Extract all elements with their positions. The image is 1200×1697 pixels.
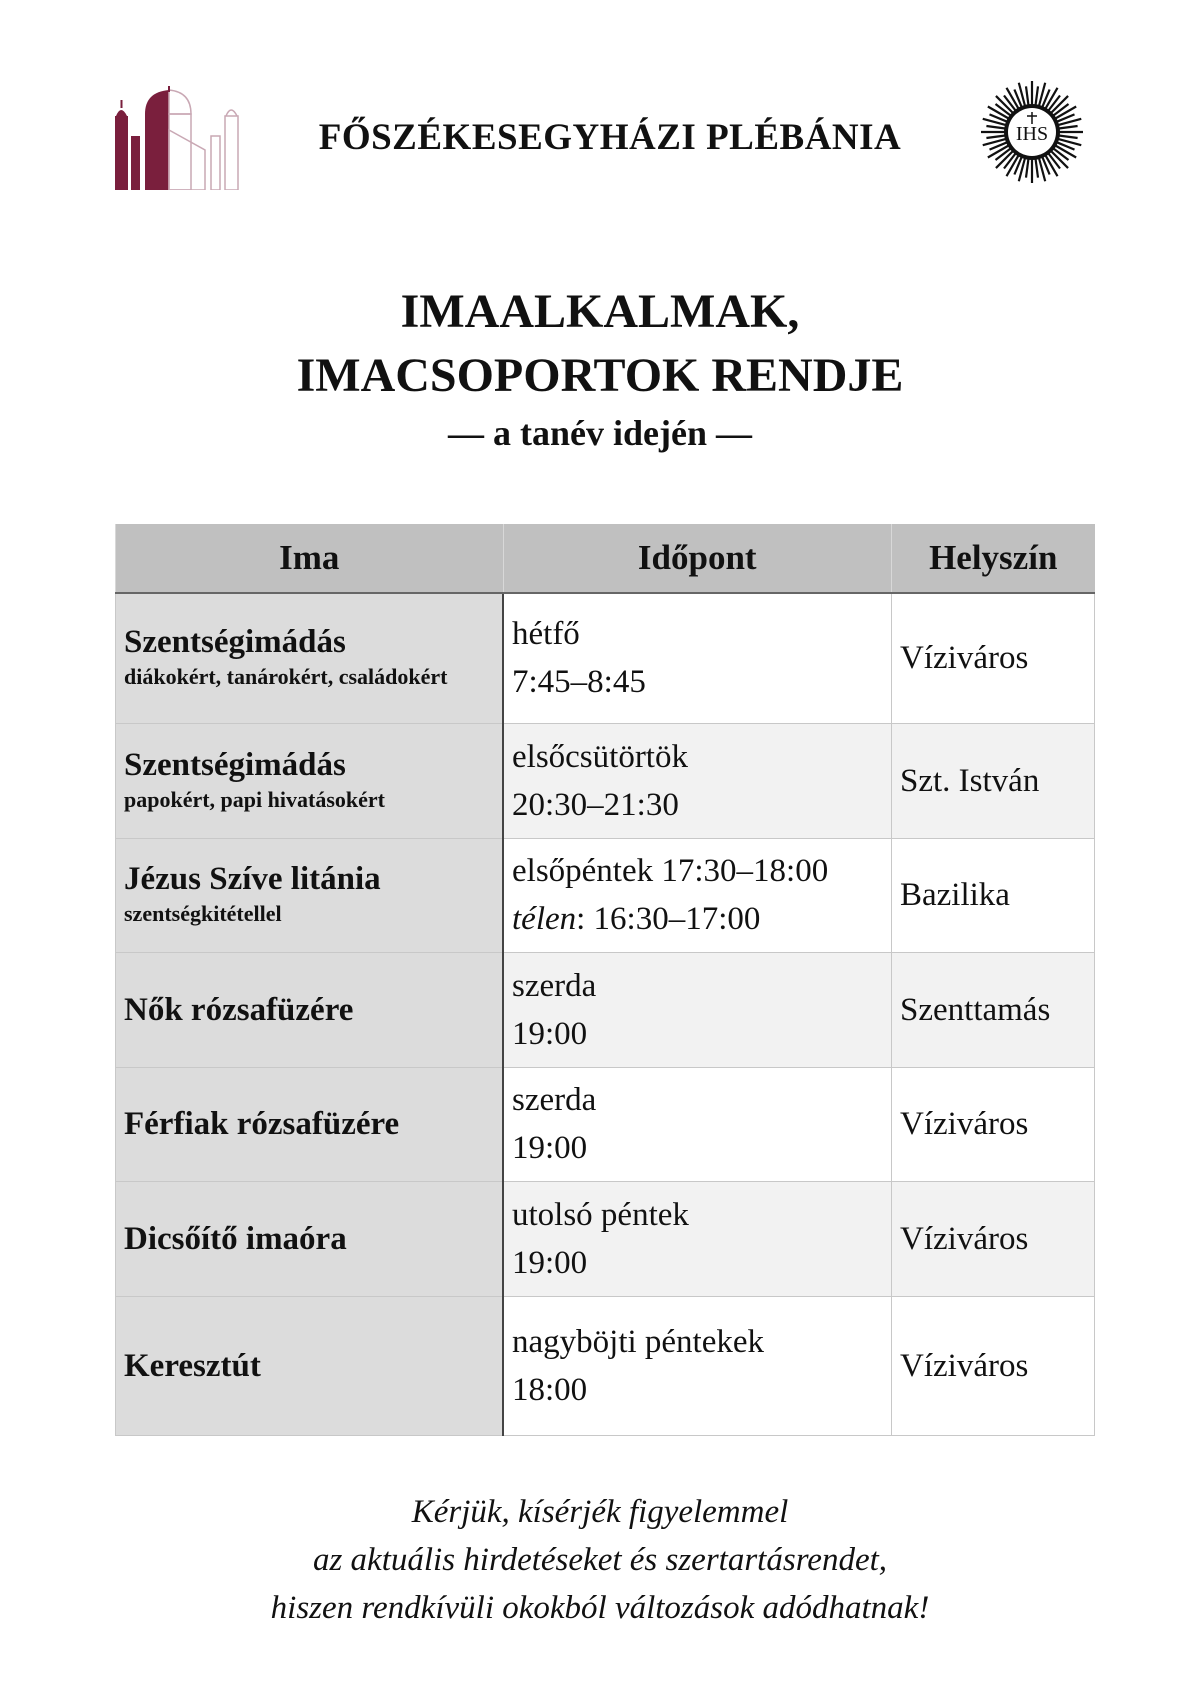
table-header-row [116,524,1095,593]
place-cell: Víziváros [892,1296,1095,1435]
prayer-note: papokért, papi hivatásokért [124,786,385,812]
prayer-name: Szentségimádás [124,746,346,783]
table-row [116,723,1095,838]
prayer-note: szentségkitétellel [124,901,282,926]
time-value: 19:00 [512,1015,588,1052]
svg-text:IHS: IHS [1015,123,1049,145]
place-cell: Szt. István [892,723,1095,838]
prayer-name: Dicsőítő imaóra [124,1220,347,1257]
place-cell: Víziváros [892,1181,1095,1296]
prayer-name: Jézus Szíve litánia [124,861,381,897]
time-cell [503,723,892,838]
place-cell: Szenttamás [892,952,1095,1067]
time-cell [503,838,892,952]
prayer-name: Férfiak rózsafüzére [124,1106,400,1142]
table-row [116,1296,1095,1435]
document-title [0,280,1200,408]
place-cell: Bazilika [892,838,1095,952]
time-cell [503,952,892,1067]
time-cell [503,593,892,723]
time-line-2 [512,781,883,829]
time-value: 19:00 [512,1244,588,1281]
time-label: télen [512,901,577,937]
time-line-1: elsőcsütörtök [512,738,688,775]
title-line-2: IMACSOPORTOK RENDJE [296,349,904,402]
prayer-note: diákokért, tanárokért, családokért [124,664,448,690]
prayer-cell [116,1067,504,1181]
document-subtitle: — a tanév idején — [448,413,752,453]
time-line-2 [512,1010,883,1058]
time-line-1: nagyböjti péntekek [512,1323,765,1360]
time-line-2 [512,1239,883,1287]
prayer-name: Keresztút [124,1347,261,1384]
time-line-1: szerda [512,967,597,1004]
time-cell [503,1067,892,1181]
table-row [116,1181,1095,1296]
header-time: Időpont [503,524,892,593]
time-line-1: hétfő [512,616,580,653]
prayer-name: Szentségimádás [124,624,346,661]
prayer-cell [116,1181,504,1296]
time-line-2 [512,1124,883,1172]
time-value: 7:45–8:45 [512,664,646,701]
prayer-name: Nők rózsafüzére [124,991,354,1028]
cathedral-logo [115,86,241,190]
prayer-cell [116,952,504,1067]
table-row [116,1067,1095,1181]
time-line-1: utolsó péntek [512,1196,689,1233]
prayer-cell [116,838,504,952]
table-row [116,593,1095,723]
time-value: 20:30–21:30 [512,786,679,823]
time-line-2 [512,658,883,706]
footer-line-1: Kérjük, kísérjék figyelemmel [411,1494,789,1530]
header-prayer: Ima [116,524,504,593]
footer-line-2: az aktuális hirdetéseket és szertartásrendet, [312,1542,888,1578]
time-line-2 [512,1366,883,1414]
time-cell [503,1181,892,1296]
time-value: : 16:30–17:00 [576,901,761,937]
prayer-cell [116,593,504,723]
footer-note [0,1488,1200,1632]
time-value: 18:00 [512,1371,588,1408]
prayer-cell [116,1296,504,1435]
table-row [116,952,1095,1067]
title-line-1: IMAALKALMAK, [400,285,800,338]
place-cell: Víziváros [892,1067,1095,1181]
footer-line-3: hiszen rendkívüli okokból változások adódhatnak! [270,1590,930,1626]
time-cell [503,1296,892,1435]
time-line-1: szerda [512,1082,597,1118]
table-row [116,838,1095,952]
time-value: 19:00 [512,1130,588,1166]
place-cell: Víziváros [892,593,1095,723]
prayer-schedule-table [115,524,1095,1436]
time-line-1: elsőpéntek 17:30–18:00 [512,853,829,889]
prayer-cell [116,723,504,838]
header-place: Helyszín [892,524,1095,593]
parish-name: FŐSZÉKESEGYHÁZI PLÉBÁNIA [318,117,902,158]
ihs-sun-emblem [980,80,1084,184]
time-line-2 [512,895,883,943]
